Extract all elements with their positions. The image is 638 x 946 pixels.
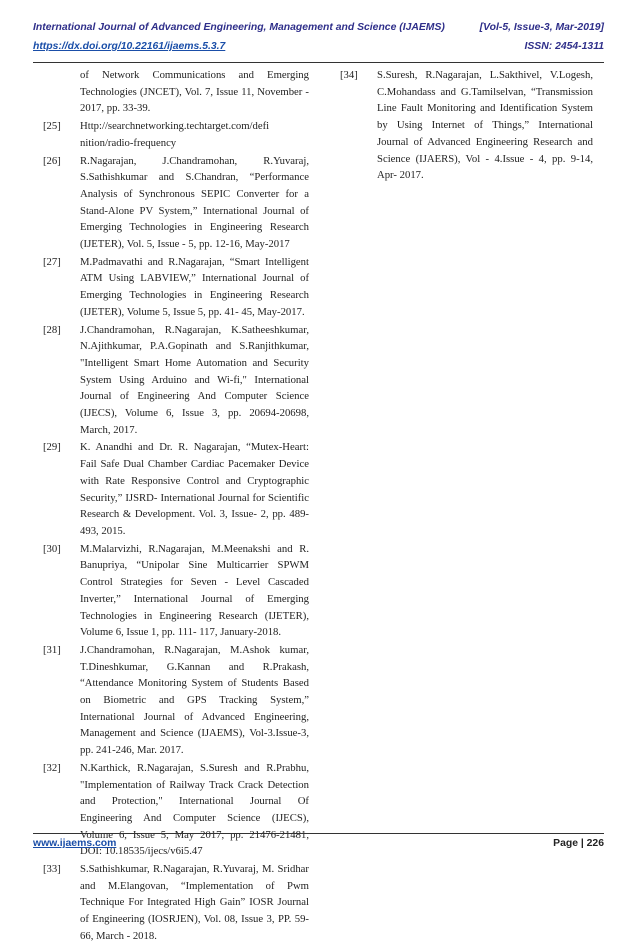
doi-link[interactable]: https://dx.doi.org/10.22161/ijaems.5.3.7 <box>33 41 226 52</box>
reference-number: [26] <box>43 154 61 167</box>
reference-text: S.Suresh, R.Nagarajan, L.Sakthivel, V.Logesh, C.Mohandass and G.Tamilselvan, “Transmission Line Fault Monitoring and Identification System by Using Internet of Things,” International Journal of Advanced Engineering Research and Science (IJAERS), Vol - 4.Issue - 4, pp. 9-14, Apr- 2017. <box>377 69 593 182</box>
reference-entry <box>43 254 309 321</box>
reference-text: M.Padmavathi and R.Nagarajan, “Smart Intelligent ATM Using LABVIEW,” International Journal of Emerging Technologies in Engineering Research (IJETER), Volume 5, Issue 5, pp. 41- 45, May-2017. <box>80 255 309 318</box>
reference-entry <box>43 118 309 151</box>
reference-entry <box>43 541 309 641</box>
page-number: Page | 226 <box>553 838 604 849</box>
reference-number: [34] <box>340 69 358 81</box>
header-divider <box>33 62 604 63</box>
reference-number: [29] <box>43 441 61 454</box>
website-link[interactable]: www.ijaems.com <box>33 838 117 849</box>
issn: ISSN: 2454-1311 <box>524 41 604 52</box>
reference-number: [25] <box>43 120 61 133</box>
reference-entry <box>43 153 309 253</box>
reference-text: K. Anandhi and Dr. R. Nagarajan, “Mutex-Heart: Fail Safe Dual Chamber Cardiac Pacemaker Device with Rate Responsive Control and Cryptographic Security,” IJSRD- International Journal for Scientific Research & Development. Vol. 3, Issue- 2, pp. 489-493, 2015. <box>80 441 309 537</box>
right-column <box>340 67 593 185</box>
reference-text: S.Sathishkumar, R.Nagarajan, R.Yuvaraj, M. Sridhar and M.Elangovan, “Implementation of Pwm Technique For Integrated High Gain” IOSR Journal of Engineering (IOSRJEN), Vol. 08, Issue 3, PP. 59-66, March - 2018. <box>80 863 309 942</box>
reference-number: [30] <box>43 542 61 555</box>
left-column <box>43 67 309 946</box>
reference-entry <box>340 67 593 184</box>
reference-number: [31] <box>43 643 61 656</box>
reference-number: [32] <box>43 761 61 774</box>
page-footer <box>33 838 604 849</box>
reference-text: M.Malarvizhi, R.Nagarajan, M.Meenakshi and R. Banupriya, “Unipolar Sine Multicarrier SPWM Control Strategies for Seven - Level Cascaded Inverter,” International Journal of Emerging Technologies in Engineering Research (IJETER), Volume 6, Issue 1, pp. 111- 117, January-2018. <box>80 542 309 639</box>
reference-number: [27] <box>43 255 61 268</box>
reference-number: [28] <box>43 323 61 336</box>
reference-entry <box>43 322 309 439</box>
reference-continuation: of Network Communications and Emerging Technologies (JNCET), Vol. 7, Issue 11, November - 2017, pp. 33-39. <box>80 69 309 115</box>
reference-text: R.Nagarajan, J.Chandramohan, R.Yuvaraj, S.Sathishkumar and S.Chandran, “Performance Analysis of Synchronous SEPIC Converter for a Stand-Alone PV System,” International Journal of Emerging Technologies in Engineering Research (IJETER), Vol. 5, Issue - 5, pp. 12-16, May-2017 <box>80 154 309 251</box>
reference-entry <box>43 642 309 759</box>
reference-text: N.Karthick, R.Nagarajan, S.Suresh and R.Prabhu, "Implementation of Railway Track Crack Detection and Protection," International Journal Of Engineering And Computer Science (IJECS), Volume 6, Issue 5, May 2017, pp. 21476-21481, DOI: 10.18535/ijecs/v6i5.47 <box>80 761 309 858</box>
reference-text: J.Chandramohan, R.Nagarajan, M.Ashok kumar, T.Dineshkumar, G.Kannan and R.Prakash, “Attendance Monitoring System of Students Based on Biometric and GPS Tracking System,” International Journal of Advanced Engineering, Management and Science (IJAEMS), Vol-3.Issue-3, pp. 241-246, Mar. 2017. <box>80 643 309 757</box>
footer-divider <box>33 833 604 834</box>
journal-title: International Journal of Advanced Engineering, Management and Science (IJAEMS) <box>33 22 445 33</box>
volume-issue: [Vol-5, Issue-3, Mar-2019] <box>479 22 604 33</box>
reference-text: J.Chandramohan, R.Nagarajan, K.Satheeshkumar, N.Ajithkumar, P.A.Gopinath and S.Ranjithkumar, "Intelligent Smart Home Automation and Security System Using Arduino and Wi-fi," International Journal of Engineering And Computer Science (IJECS), Volume 6, Issue 3, pp. 20694-20698, March, 2017. <box>80 323 309 436</box>
reference-number: [33] <box>43 863 61 876</box>
page-header <box>33 18 604 56</box>
reference-entry <box>43 861 309 945</box>
reference-text: Http://searchnetworking.techtarget.com/defi nition/radio-frequency <box>80 120 270 149</box>
reference-entry <box>43 439 309 539</box>
